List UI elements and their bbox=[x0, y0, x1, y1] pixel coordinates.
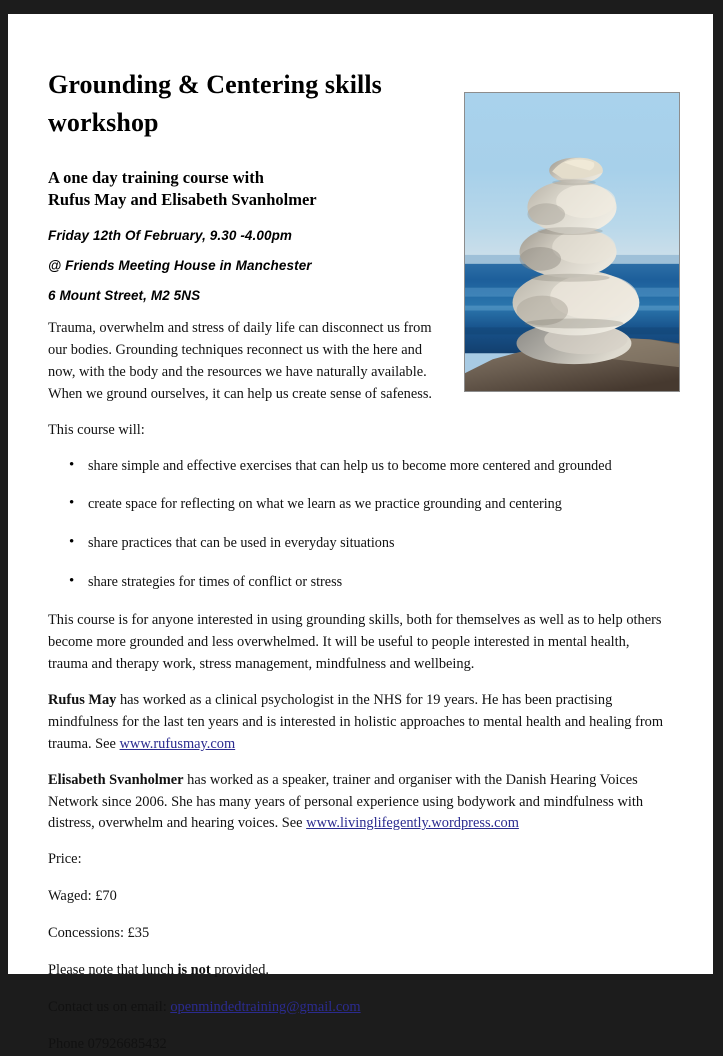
lunch-note-emphasis: is not bbox=[177, 961, 211, 978]
event-venue: @ Friends Meeting House in Manchester bbox=[48, 257, 312, 273]
price-concessions: Concessions: £35 bbox=[48, 925, 150, 942]
stone-cairn-image bbox=[465, 93, 679, 391]
intro-paragraph: Trauma, overwhelm and stress of daily life can disconnect us from our bodies. Grounding techniques reconnect us with the here and now, with the body and the resources we have naturally available. When we ground ourselves, it can help us create sense of safeness. bbox=[48, 320, 433, 403]
course-benefits-list bbox=[48, 456, 669, 592]
contact-phone: Phone 07926685432 bbox=[48, 1035, 167, 1052]
subtitle bbox=[48, 167, 448, 211]
subtitle-line-1: A one day training course with bbox=[48, 168, 264, 188]
list-item: • share strategies for times of conflict or stress bbox=[88, 572, 669, 593]
lunch-note bbox=[48, 960, 669, 982]
event-date: Friday 12th Of February, 9.30 -4.00pm bbox=[48, 227, 293, 243]
price-waged: Waged: £70 bbox=[48, 888, 117, 905]
event-address: 6 Mount Street, M2 5NS bbox=[48, 287, 201, 303]
document-body bbox=[48, 66, 669, 1056]
list-heading: This course will: bbox=[48, 422, 145, 438]
page-title: Grounding & Centering skills workshop bbox=[48, 70, 382, 137]
audience-paragraph: This course is for anyone interested in using grounding skills, both for themselves as well as to help others become more grounded and less overwhelmed. It will be useful to people interested in mental health, trauma and therapy work, stress management, mindfulness and wellbeing. bbox=[48, 612, 662, 673]
bio-text: has worked as a clinical psychologist in the NHS for 19 years. He has been practising mindfulness for the last ten years and is interested in holistic approaches to mental health and healing from trauma. See bbox=[48, 691, 664, 752]
lunch-note-after: provided. bbox=[210, 961, 270, 978]
bio-rufus-may bbox=[48, 690, 669, 756]
subtitle-line-2: Rufus May and Elisabeth Svanholmer bbox=[48, 190, 317, 210]
contact-email-link[interactable]: openmindedtraining@gmail.com bbox=[170, 998, 361, 1015]
bio-name: Rufus May bbox=[48, 691, 117, 708]
price-heading: Price: bbox=[48, 851, 82, 868]
contact-email-label: Contact us on email: bbox=[48, 998, 171, 1015]
bio-name: Elisabeth Svanholmer bbox=[48, 771, 184, 788]
stone-cairn-photo bbox=[464, 92, 680, 392]
elisabeth-svanholmer-website-link[interactable]: www.livinglifegently.wordpress.com bbox=[306, 815, 519, 832]
document-page bbox=[8, 14, 713, 1052]
main-column bbox=[48, 456, 669, 1056]
rufus-may-website-link[interactable]: www.rufusmay.com bbox=[119, 735, 236, 752]
lunch-note-before: Please note that lunch bbox=[48, 961, 178, 978]
list-item: • create space for reflecting on what we learn as we practice grounding and centering bbox=[88, 494, 669, 515]
contact-email-line bbox=[48, 997, 669, 1019]
bio-elisabeth-svanholmer bbox=[48, 770, 669, 836]
list-item: • share practices that can be used in everyday situations bbox=[88, 533, 669, 554]
intro-column bbox=[48, 66, 448, 442]
bio-text: has worked as a speaker, trainer and organiser with the Danish Hearing Voices Network since 2006. She has many years of personal experience using bodywork and mindfulness with distress, overwhelm and hearing voices. See bbox=[48, 771, 644, 832]
list-item: • share simple and effective exercises that can help us to become more centered and grounded bbox=[88, 456, 669, 477]
